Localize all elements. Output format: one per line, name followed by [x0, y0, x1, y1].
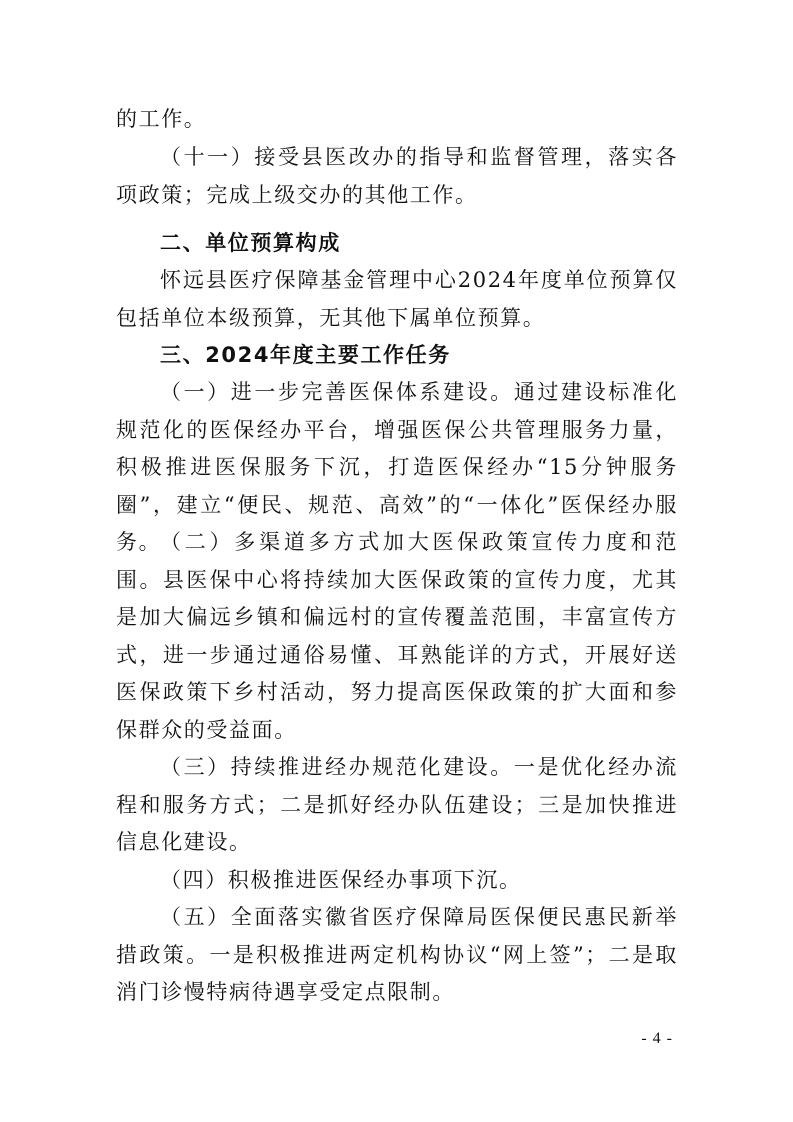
paragraph-task-5: （五）全面落实徽省医疗保障局医保便民惠民新举措政策。一是积极推进两定机构协议“网上签”；二是取消门诊慢特病待遇享受定点限制。: [116, 905, 678, 1004]
paragraph-budget-structure: 怀远县医疗保障基金管理中心2024年度单位预算仅包括单位本级预算，无其他下属单位预算。: [116, 268, 678, 330]
section-heading-main-tasks: 三、2024年度主要工作任务: [160, 343, 451, 367]
paragraph-item-11: （十一）接受县医改办的指导和监督管理，落实各项政策；完成上级交办的其他工作。: [116, 145, 678, 207]
paragraph-task-3: （三）持续推进经办规范化建设。一是优化经办流程和服务方式；二是抓好经办队伍建设；三是加快推进信息化建设。: [116, 755, 678, 854]
section-heading-budget-structure: 二、单位预算构成: [160, 231, 341, 255]
paragraph-task-4: （四）积极推进医保经办事项下沉。: [160, 868, 522, 892]
page-number: - 4 -: [641, 1030, 673, 1047]
paragraph-continuation: 的工作。: [116, 107, 207, 131]
paragraph-task-2: （二）多渠道多方式加大医保政策宣传力度和范围。县医保中心将持续加大医保政策的宣传力度，尤其是加大偏远乡镇和偏远村的宣传覆盖范围，丰富宣传方式，进一步通过通俗易懂、耳熟能详的方式，开展好送医保政策下乡村活动，努力提高医保政策的扩大面和参保群众的受益面。: [116, 530, 678, 742]
paragraph-task-1: （一）进一步完善医保体系建设。通过建设标准化规范化的医保经办平台，增强医保公共管理服务力量，积极推进医保服务下沉，打造医保经办“15分钟服务圈”，建立“便民、规范、高效”的“一体化”医保经办服务。: [116, 380, 678, 554]
